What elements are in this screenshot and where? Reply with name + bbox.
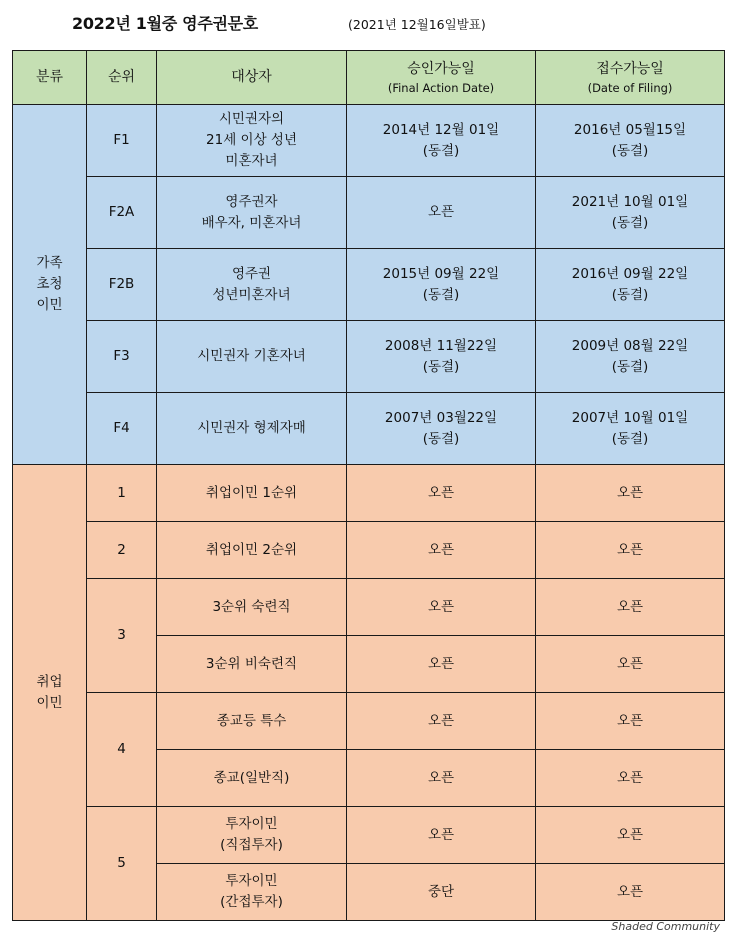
final-action-label: 승인가능일 xyxy=(407,61,475,77)
final-action-cell: 2015년 09월 22일 (동결) xyxy=(347,249,536,321)
table-row xyxy=(13,249,725,321)
final-action-label-en: (Final Action Date) xyxy=(387,81,495,95)
filing-cell: 오픈 xyxy=(536,693,725,750)
final-action-cell: 오픈 xyxy=(347,750,536,807)
filing-label-en: (Date of Filing) xyxy=(587,81,673,95)
column-header-final-action xyxy=(347,51,536,105)
filing-cell: 2009년 08월 22일 (동결) xyxy=(536,321,725,393)
filing-cell: 오픈 xyxy=(536,864,725,921)
column-header-filing xyxy=(536,51,725,105)
filing-cell: 2007년 10월 01일 (동결) xyxy=(536,393,725,465)
filing-cell: 오픈 xyxy=(536,465,725,522)
page-header xyxy=(0,0,736,48)
target-cell: 시민권자 기혼자녀 xyxy=(157,321,347,393)
final-action-cell: 2007년 03월22일 (동결) xyxy=(347,393,536,465)
target-cell: 3순위 비숙련직 xyxy=(157,636,347,693)
target-cell: 종교(일반직) xyxy=(157,750,347,807)
filing-label: 접수가능일 xyxy=(596,61,664,77)
table-row xyxy=(13,522,725,579)
filing-cell: 2016년 09월 22일 (동결) xyxy=(536,249,725,321)
final-action-cell: 오픈 xyxy=(347,465,536,522)
filing-cell: 오픈 xyxy=(536,522,725,579)
rank-cell: 5 xyxy=(87,807,157,921)
rank-cell: 3 xyxy=(87,579,157,693)
table-row xyxy=(13,393,725,465)
filing-cell: 오픈 xyxy=(536,636,725,693)
page-title: 2022년 1월중 영주권문호 xyxy=(72,14,258,33)
target-cell: 시민권자의 21세 이상 성년 미혼자녀 xyxy=(157,105,347,177)
target-cell: 시민권자 형제자매 xyxy=(157,393,347,465)
final-action-cell: 오픈 xyxy=(347,636,536,693)
target-cell: 종교등 특수 xyxy=(157,693,347,750)
table-row xyxy=(13,579,725,636)
column-header-category: 분류 xyxy=(13,51,87,105)
table-row xyxy=(13,807,725,864)
final-action-cell: 오픈 xyxy=(347,177,536,249)
table-row xyxy=(13,465,725,522)
announcement-date: (2021년 12월16일발표) xyxy=(348,17,486,32)
category-family: 가족 초청 이민 xyxy=(13,105,87,465)
final-action-cell: 오픈 xyxy=(347,693,536,750)
target-cell: 영주권자 배우자, 미혼자녀 xyxy=(157,177,347,249)
final-action-cell: 2014년 12월 01일 (동결) xyxy=(347,105,536,177)
rank-cell: F2A xyxy=(87,177,157,249)
target-cell: 투자이민 (간접투자) xyxy=(157,864,347,921)
table-row xyxy=(13,105,725,177)
table-row xyxy=(13,693,725,750)
rank-cell: F2B xyxy=(87,249,157,321)
target-cell: 영주권 성년미혼자녀 xyxy=(157,249,347,321)
rank-cell: F3 xyxy=(87,321,157,393)
final-action-cell: 중단 xyxy=(347,864,536,921)
rank-cell: 1 xyxy=(87,465,157,522)
table-row xyxy=(13,177,725,249)
table-row xyxy=(13,321,725,393)
filing-cell: 오픈 xyxy=(536,807,725,864)
target-cell: 취업이민 2순위 xyxy=(157,522,347,579)
target-cell: 투자이민 (직접투자) xyxy=(157,807,347,864)
rank-cell: 4 xyxy=(87,693,157,807)
category-employment: 취업 이민 xyxy=(13,465,87,921)
target-cell: 취업이민 1순위 xyxy=(157,465,347,522)
table-header-row xyxy=(13,51,725,105)
final-action-cell: 오픈 xyxy=(347,807,536,864)
filing-cell: 오픈 xyxy=(536,750,725,807)
rank-cell: F1 xyxy=(87,105,157,177)
column-header-rank: 순위 xyxy=(87,51,157,105)
filing-cell: 2016년 05월15일 (동결) xyxy=(536,105,725,177)
filing-cell: 오픈 xyxy=(536,579,725,636)
final-action-cell: 2008년 11월22일 (동결) xyxy=(347,321,536,393)
visa-bulletin-table xyxy=(12,50,725,921)
source-credit: Shaded Community xyxy=(611,920,720,933)
column-header-target: 대상자 xyxy=(157,51,347,105)
final-action-cell: 오픈 xyxy=(347,522,536,579)
filing-cell: 2021년 10월 01일 (동결) xyxy=(536,177,725,249)
final-action-cell: 오픈 xyxy=(347,579,536,636)
rank-cell: F4 xyxy=(87,393,157,465)
target-cell: 3순위 숙련직 xyxy=(157,579,347,636)
rank-cell: 2 xyxy=(87,522,157,579)
